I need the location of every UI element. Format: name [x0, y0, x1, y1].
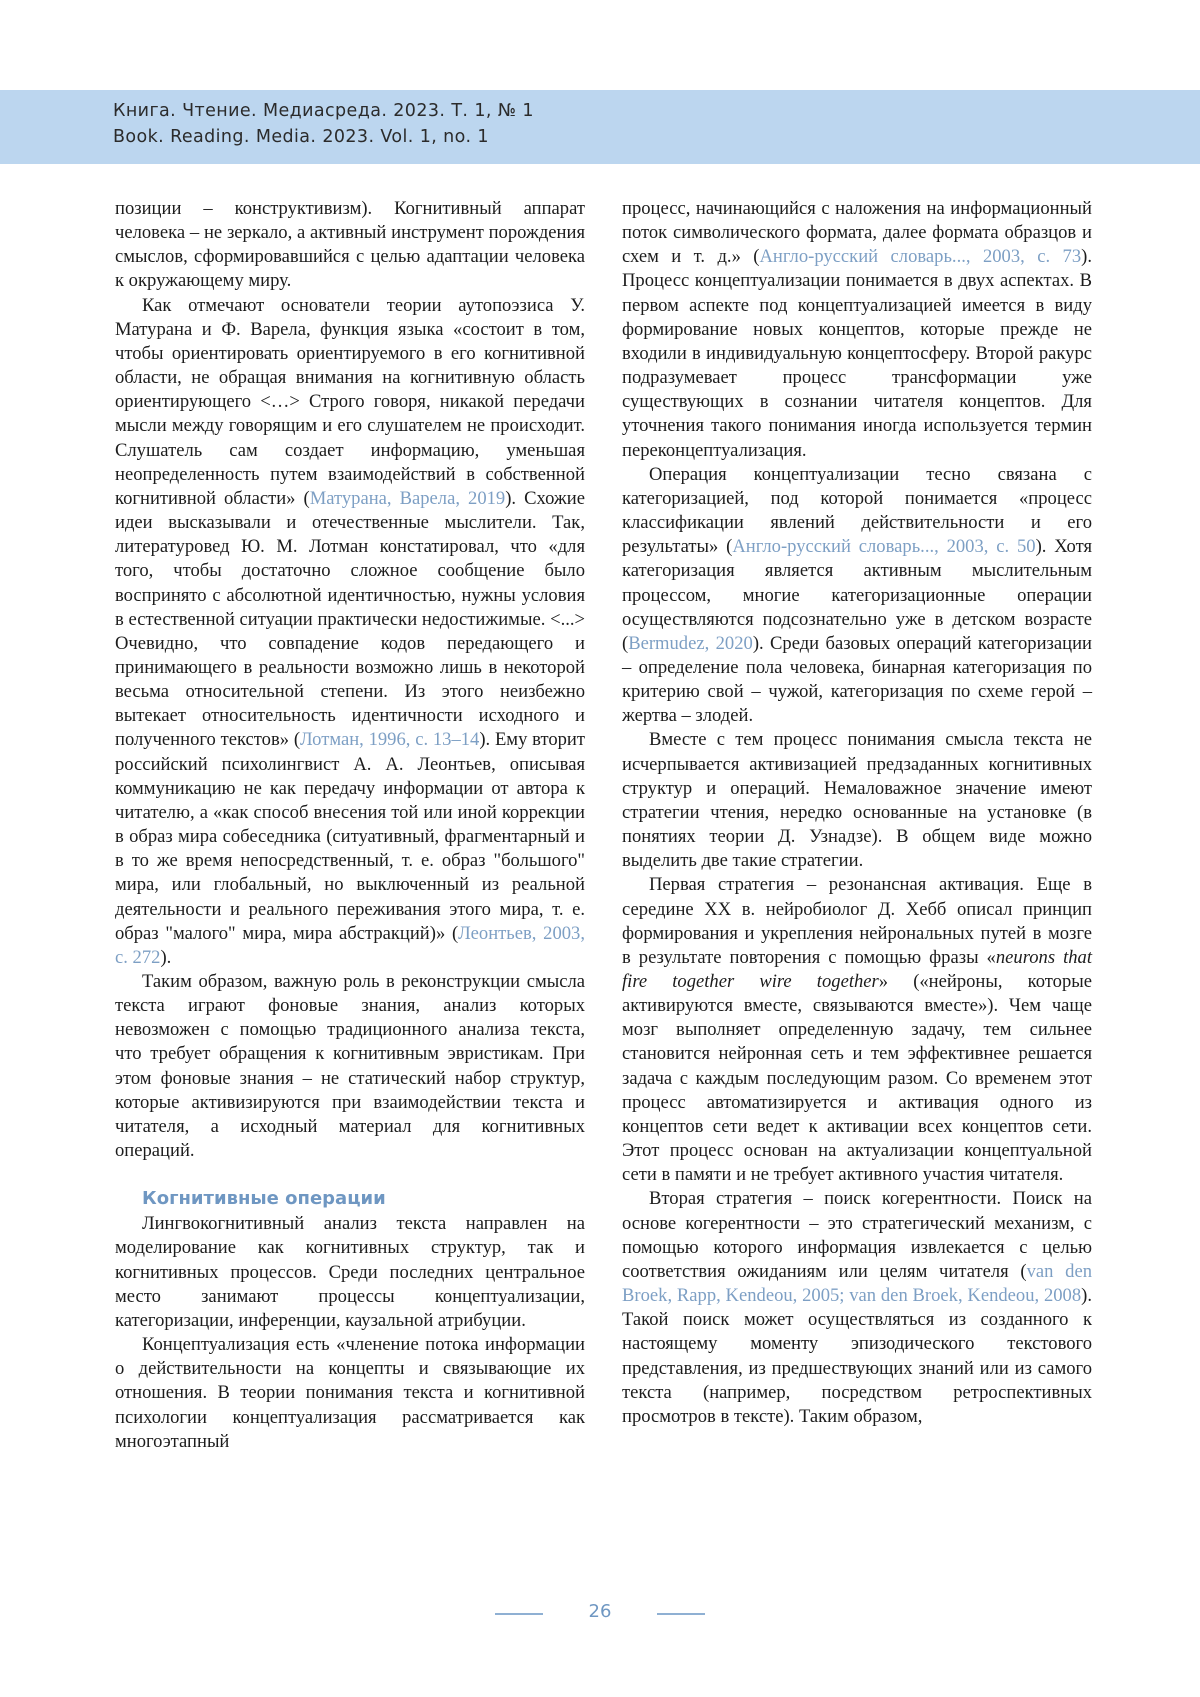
section-heading: Когнитивные операции — [142, 1188, 386, 1210]
citation-link[interactable]: van den Broek, Rapp, Kendeou, 2005; van den Broek, Kendeou, 2008 — [622, 1260, 1092, 1307]
italic-phrase: neurons that fire together wire together — [622, 946, 1092, 992]
paragraph: Вместе с тем процесс понимания смысла текста не исчерпывается активизацией предзаданных когнитивных структур и операций. Немаловажное значение имеют стратегии чтения, нередко основанные на установке (в понятиях теории Д. Узнадзе). В общем виде можно выделить две такие стратегии. — [622, 729, 1092, 872]
paragraph: Концептуализация есть «членение потока информации о действительности на концепты и связывающие их отношения. В теории понимания текста и когнитивной психологии концептуализация рассматривается как многоэтапный — [115, 1334, 585, 1452]
paragraph: Таким образом, важную роль в реконструкции смысла текста играют фоновые знания, анализ которых невозможен с помощью традиционного анализа текста, что требует обращения к когнитивным эвристикам. При этом фоновые знания – не статический набор структур, которые активизируются при взаимодействии текста и читателя, а исходный материал для когнитивных операций. — [115, 971, 585, 1162]
paragraph: позиции – конструктивизм). Когнитивный аппарат человека – не зеркало, а активный инструмент порождения смыслов, сформировавшийся с целью адаптации человека к окружающему миру. — [115, 198, 585, 292]
citation-link[interactable]: Bermudez, 2020 — [628, 632, 753, 654]
journal-title-ru: Книга. Чтение. Медиасреда. 2023. Т. 1, № 1 — [113, 101, 534, 121]
paragraph: Лингвокогнитивный анализ текста направлен на моделирование как когнитивных структур, так и когнитивных процессов. Среди последних центральное место занимают процессы концептуализации, категоризации, инференции, каузальной атрибуции. — [115, 1213, 585, 1331]
citation-link[interactable]: Леонтьев, 2003, с. 272 — [115, 922, 586, 968]
citation-link[interactable]: Англо-русский словарь..., 2003, с. 73 — [759, 246, 1082, 268]
citation-link[interactable]: Лотман, 1996, с. 13–14 — [300, 729, 480, 751]
paragraph: Как отмечают основатели теории аутопоэзиса У. Матурана и Ф. Варела, функция языка «состоит в том, чтобы ориентировать ориентируемого в его когнитивной области, не обращая внимания на когнитивную область ориентирующего <…> Строго говоря, никакой передачи мысли между говорящим и его слушателем не происходит. Слушатель сам создает информацию, уменьшая неопределенность путем взаимодействий в собственной когнитивной области» (Матурана, Варела, 2019). Схожие идеи высказывали и отечественные мыслители. Так, литературовед Ю. М. Лотман констатировал, что «для того, чтобы достаточно сложное сообщение было воспринято с абсолютной идентичностью, нужны условия в естественной ситуации практически недостижимые. <...> Очевидно, что совпадение кодов передающего и принимающего в реальности возможно лишь в некоторой весьма относительной степени. Из этого неизбежно вытекает относительность идентичности исходного и полученного текстов» (Лотман, 1996, с. 13–14). Ему вторит российский психолингвист А. А. Леонтьев, описывая коммуникацию не как передачу информации от автора к читателю, а «как способ внесения той или иной коррекции в образ мира собеседника (ситуативный, фрагментарный и в то же время непосредственный, т. е. образ "большого" мира, или глобальный, но выключенный из реальной деятельности и реального переживания этого мира, т. е. образ "малого" мира, мира абстракций)» (Леонтьев, 2003, с. 272). — [115, 294, 586, 968]
footer-rule-right — [657, 1613, 705, 1615]
citation-link[interactable]: Матурана, Варела, 2019 — [309, 487, 506, 509]
paragraph: Первая стратегия – резонансная активация. Еще в середине XX в. нейробиолог Д. Хебб описал принцип формирования и укрепления нейрональных путей в мозге в результате повторения с помощью фразы «neurons that fire together wire together» («нейроны, которые активируются вместе, связываются вместе»). Чем чаще мозг выполняет определенную задачу, тем сильнее становится нейронная сеть и тем эффективнее решается задача с каждым последующим разом. Со временем этот процесс автоматизируется и активация одного из концептов сети ведет к активации всех концептов сети. Этот процесс основан на актуализации концептуальной сети в памяти и не требует активного участия читателя. — [622, 874, 1092, 1186]
right-column — [622, 197, 1092, 1429]
footer-rule-left — [495, 1613, 543, 1615]
left-column — [115, 197, 585, 1454]
page-number: 26 — [588, 1601, 612, 1622]
paragraph: процесс, начинающийся с наложения на информационный поток символического формата, далее формата образцов и схем и т. д.» (Англо-русский словарь..., 2003, с. 73). Процесс концептуализации понимается в двух аспектах. В первом аспекте под концептуализацией имеется в виду формирование новых концептов, которые прежде не входили в индивидуальную концептосферу. Второй ракурс подразумевает процесс трансформации уже существующих в сознании читателя концептов. Для уточнения такого понимания иногда используется термин переконцептуализация. — [622, 198, 1092, 461]
journal-title-en: Book. Reading. Media. 2023. Vol. 1, no. 1 — [113, 127, 489, 147]
citation-link[interactable]: Англо-русский словарь..., 2003, с. 50 — [732, 536, 1036, 558]
paragraph: Вторая стратегия – поиск когерентности. Поиск на основе когерентности – это стратегический механизм, с помощью которого информация извлекается с целью соответствия ожиданиям или целям читателя (van den Broek, Rapp, Kendeou, 2005; van den Broek, Kendeou, 2008). Такой поиск может осуществляться из созданного к настоящему моменту эпизодического текстового представления, из предшествующих знаний или из самого текста (например, посредством ретроспективных просмотров в тексте). Таким образом, — [622, 1188, 1092, 1427]
paragraph: Операция концептуализации тесно связана с категоризацией, под которой понимается «процесс классификации явлений действительности и его результаты» (Англо-русский словарь..., 2003, с. 50). Хотя категоризация является активным мыслительным процессом, многие категоризационные операции осуществляются подсознательно уже в детском возрасте (Bermudez, 2020). Среди базовых операций категоризации – определение пола человека, бинарная категоризация по критерию свой – чужой, категоризация по схеме герой – жертва – злодей. — [622, 463, 1093, 727]
